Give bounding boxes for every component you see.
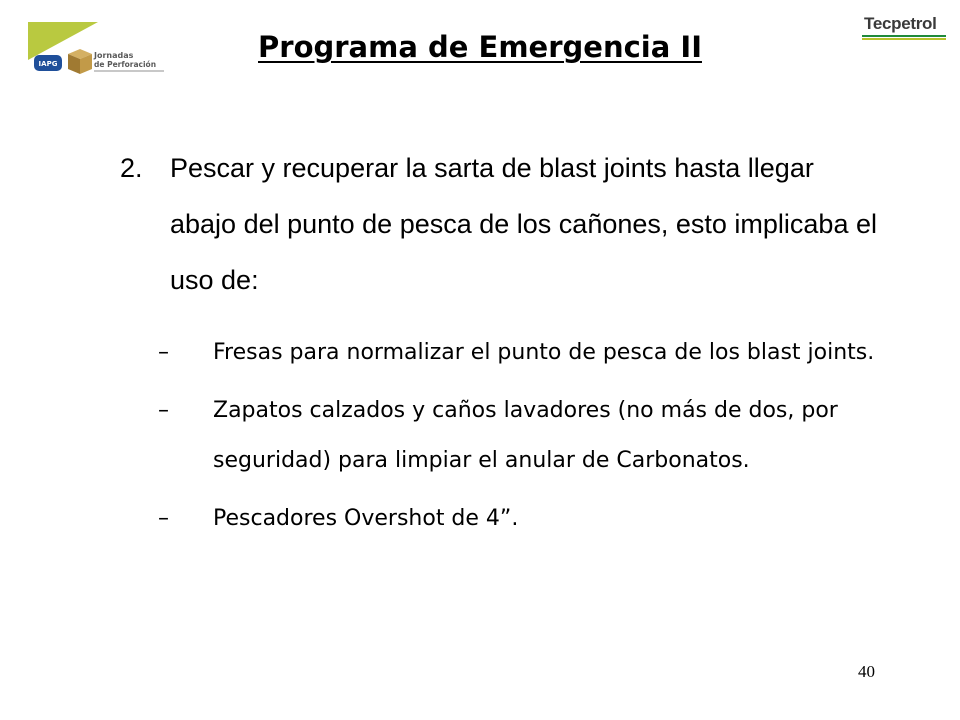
dash-bullet: – xyxy=(158,398,169,423)
sub-bullet-text: Fresas para normalizar el punto de pesca de los blast joints. xyxy=(213,340,875,365)
iapg-badge-text: IAPG xyxy=(38,60,58,68)
sub-bullet-item xyxy=(158,328,918,378)
logo-line1: Jornadas xyxy=(94,51,134,60)
logo-line2: de Perforación xyxy=(94,60,157,69)
point-number: 2. xyxy=(120,153,143,183)
dash-bullet: – xyxy=(158,506,169,531)
tecpetrol-wordmark: Tecpetrol xyxy=(864,14,937,33)
sub-bullet-list xyxy=(158,328,918,552)
numbered-point xyxy=(120,140,880,308)
point-text: Pescar y recuperar la sarta de blast joints hasta llegar abajo del punto de pesca de los cañones, esto implicaba el uso de: xyxy=(170,153,877,295)
dash-bullet: – xyxy=(158,340,169,365)
sub-bullet-item xyxy=(158,386,918,486)
sub-bullet-text: Zapatos calzados y caños lavadores (no más de dos, por seguridad) para limpiar el anular de Carbonatos. xyxy=(213,398,838,473)
sub-bullet-text: Pescadores Overshot de 4”. xyxy=(213,506,519,531)
sub-bullet-item xyxy=(158,494,918,544)
logo-subtitle-line xyxy=(94,70,164,72)
page-number: 40 xyxy=(858,662,875,681)
slide-title: Programa de Emergencia II xyxy=(258,30,702,64)
